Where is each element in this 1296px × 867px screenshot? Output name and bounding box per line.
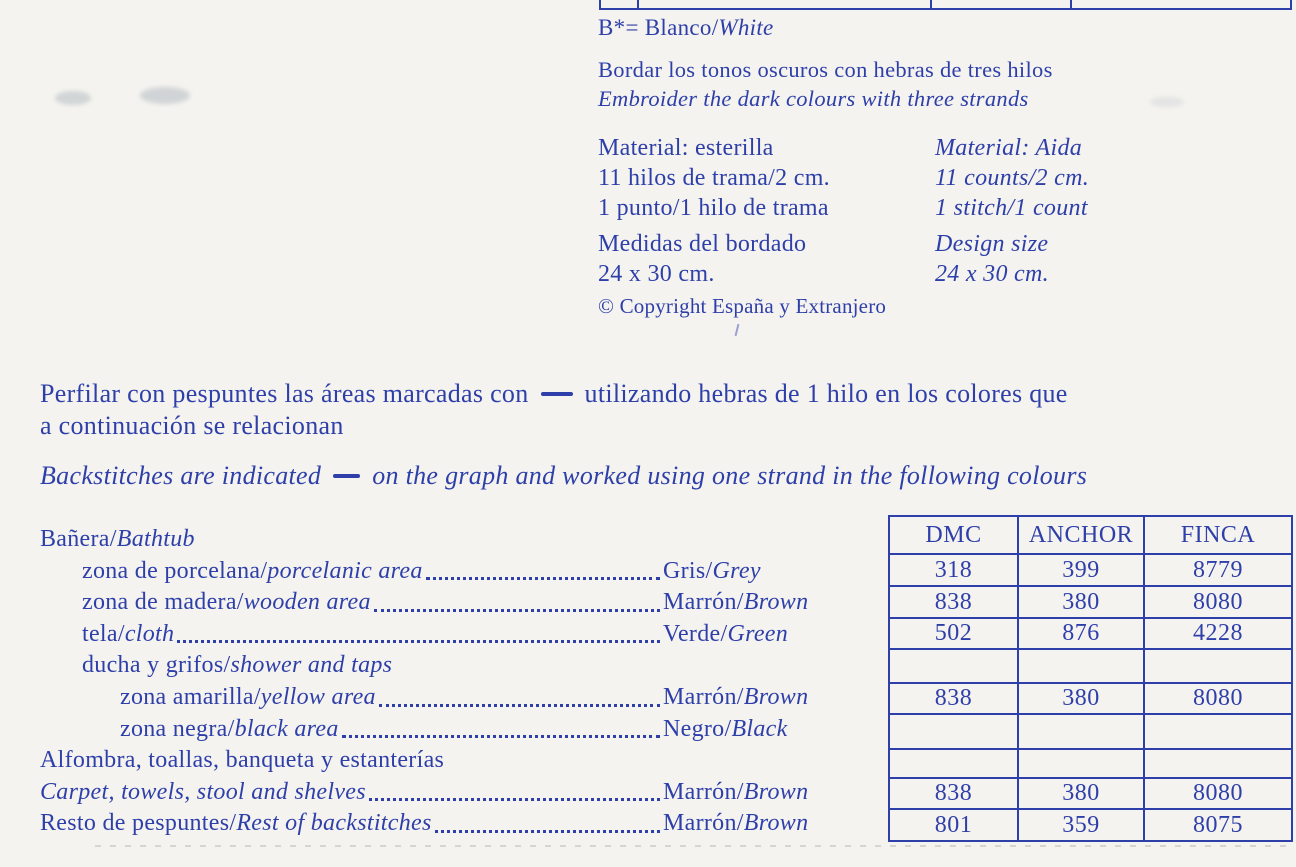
table-row-empty: [889, 749, 1292, 778]
anchor-code-cell: 359: [1018, 809, 1144, 841]
remnant-bottom-border: [599, 8, 1292, 10]
scan-smudge: [1150, 97, 1184, 107]
scan-smudge: [55, 91, 91, 105]
finca-code-cell: [1144, 649, 1292, 683]
anchor-code-cell: [1018, 649, 1144, 683]
backstitch-line-symbol: [541, 392, 573, 396]
color-es: Marrón/: [663, 683, 744, 710]
legend-color: [663, 524, 855, 556]
backstitch-es-line2: a continuación se relacionan: [40, 411, 344, 440]
legend-label-es: zona de madera/: [82, 589, 244, 616]
backstitch-es-part1: Perfilar con pespuntes las áreas marcadas con: [40, 379, 529, 408]
anchor-code-cell: 380: [1018, 778, 1144, 809]
table-header-row: [889, 516, 1292, 554]
legend-label-es: zona amarilla/: [120, 683, 261, 710]
scan-smudge: [140, 87, 190, 104]
legend-label-es: Bañera/: [40, 526, 117, 552]
white-key-symbol: B*=: [598, 15, 645, 40]
material-column-es: [598, 133, 830, 289]
legend-row: [40, 777, 855, 809]
dmc-code-cell: [889, 649, 1018, 683]
color-es: Marrón/: [663, 778, 744, 805]
material-line: 11 counts/2 cm.: [935, 165, 1090, 191]
anchor-code-cell: [1018, 714, 1144, 749]
legend-label-es: Resto de pespuntes/: [40, 810, 237, 837]
dmc-code-cell: 838: [889, 586, 1018, 618]
legend-label-en: Carpet, towels, stool and shelves: [40, 778, 366, 805]
color-en: Brown: [743, 683, 809, 710]
legend-color: [663, 682, 855, 714]
backstitch-color-legend: [40, 524, 855, 840]
legend-color: [663, 650, 855, 682]
table-row: [889, 554, 1292, 586]
legend-label-en: yellow area: [260, 683, 376, 710]
dmc-code-cell: 502: [889, 618, 1018, 649]
finca-code-cell: [1144, 714, 1292, 749]
dmc-code-cell: [889, 749, 1018, 778]
remnant-vertical-rule: [637, 0, 639, 10]
table-row: [889, 778, 1292, 809]
column-header-finca: FINCA: [1144, 516, 1292, 554]
legend-label-en: cloth: [124, 620, 175, 647]
dot-leader: [435, 830, 660, 833]
remnant-vertical-rule: [1290, 0, 1292, 10]
dot-leader: [369, 798, 660, 801]
color-en: Brown: [743, 589, 809, 616]
design-size-label-es: Medidas del bordado: [598, 231, 807, 257]
legend-label-es: ducha y grifos/: [82, 652, 231, 679]
design-size-label-en: Design size: [935, 231, 1049, 257]
legend-label-en: wooden area: [243, 589, 371, 616]
finca-code-cell: 8080: [1144, 586, 1292, 618]
legend-color: [663, 714, 855, 746]
dot-leader: [374, 609, 660, 612]
color-en: Green: [727, 620, 789, 647]
legend-label-en: black area: [234, 715, 339, 742]
table-row: [889, 809, 1292, 841]
column-header-dmc: DMC: [889, 516, 1018, 554]
legend-row: [40, 650, 855, 682]
table-row: [889, 586, 1292, 618]
legend-label-en: porcelanic area: [267, 557, 423, 584]
color-es: Marrón/: [663, 810, 744, 837]
dot-leader: [342, 735, 660, 738]
column-header-anchor: ANCHOR: [1018, 516, 1144, 554]
material-line: 11 hilos de trama/2 cm.: [598, 165, 830, 191]
legend-color: [663, 556, 855, 588]
table-row-empty: [889, 649, 1292, 683]
legend-label-es: zona de porcelana/: [82, 557, 268, 584]
dmc-code-cell: [889, 714, 1018, 749]
design-size-value-es: 24 x 30 cm.: [598, 261, 715, 287]
material-line: Material: Aida: [935, 135, 1083, 161]
color-en: Brown: [743, 778, 809, 805]
finca-code-cell: 8080: [1144, 778, 1292, 809]
remnant-vertical-rule: [1070, 0, 1072, 10]
dot-leader: [379, 704, 660, 707]
strands-note-es: Bordar los tonos oscuros con hebras de tres hilos: [598, 57, 1053, 82]
color-es: Negro/: [663, 715, 732, 742]
legend-row: [40, 808, 855, 840]
legend-label-en: Bathtub: [116, 526, 195, 552]
backstitch-line-symbol: [333, 474, 360, 478]
color-es: Verde/: [663, 620, 728, 647]
legend-color: [663, 587, 855, 619]
anchor-code-cell: 380: [1018, 683, 1144, 714]
color-es: Marrón/: [663, 589, 744, 616]
finca-code-cell: 8779: [1144, 554, 1292, 586]
finca-code-cell: 8080: [1144, 683, 1292, 714]
table-row-empty: [889, 714, 1292, 749]
legend-label-en: shower and taps: [230, 652, 393, 679]
finca-code-cell: 8075: [1144, 809, 1292, 841]
legend-row: [40, 714, 855, 746]
remnant-vertical-rule: [930, 0, 932, 10]
color-en: Black: [731, 715, 788, 742]
legend-row: [40, 587, 855, 619]
legend-row: [40, 524, 855, 556]
anchor-code-cell: 876: [1018, 618, 1144, 649]
legend-label-en: Rest of backstitches: [236, 810, 432, 837]
legend-color: [663, 745, 855, 777]
legend-color: [663, 619, 855, 651]
anchor-code-cell: [1018, 749, 1144, 778]
table-row: [889, 683, 1292, 714]
material-line: 1 stitch/1 count: [935, 195, 1088, 221]
legend-row: [40, 556, 855, 588]
anchor-code-cell: 399: [1018, 554, 1144, 586]
color-en: Grey: [712, 557, 761, 584]
backstitch-en-part1: Backstitches are indicated: [40, 461, 322, 490]
thread-code-table: [888, 515, 1293, 842]
legend-label-es: tela/: [82, 620, 125, 647]
white-color-key: [598, 15, 774, 41]
backstitch-en-part2: on the graph and worked using one strand in the following colours: [372, 461, 1088, 490]
stray-pen-mark: [735, 324, 740, 336]
dmc-code-cell: 838: [889, 683, 1018, 714]
dot-leader: [177, 640, 660, 643]
material-line: 1 punto/1 hilo de trama: [598, 195, 829, 221]
legend-label-es: zona negra/: [120, 715, 235, 742]
backstitch-note-es: [40, 378, 1068, 442]
remnant-vertical-rule: [599, 0, 601, 10]
material-column-en: [935, 133, 1089, 289]
white-key-en: White: [718, 15, 774, 40]
color-en: Brown: [743, 810, 809, 837]
table-row: [889, 618, 1292, 649]
copyright-line: © Copyright España y Extranjero: [598, 294, 887, 318]
material-line: Material: esterilla: [598, 135, 774, 161]
dot-leader: [426, 577, 660, 580]
legend-row: [40, 745, 855, 777]
scan-streak-line: [95, 845, 1290, 847]
legend-color: [663, 777, 855, 809]
backstitch-es-part2: utilizando hebras de 1 hilo en los colores que: [584, 379, 1068, 408]
dmc-code-cell: 318: [889, 554, 1018, 586]
white-key-es: Blanco/: [644, 15, 719, 40]
strands-note-en: Embroider the dark colours with three strands: [598, 86, 1029, 111]
backstitch-note-en: [40, 461, 1087, 491]
finca-code-cell: [1144, 749, 1292, 778]
dmc-code-cell: 838: [889, 778, 1018, 809]
legend-row: [40, 682, 855, 714]
legend-color: [663, 808, 855, 840]
dmc-code-cell: 801: [889, 809, 1018, 841]
anchor-code-cell: 380: [1018, 586, 1144, 618]
legend-row: [40, 619, 855, 651]
legend-label-es: Alfombra, toallas, banqueta y estanterías: [40, 747, 445, 774]
finca-code-cell: 4228: [1144, 618, 1292, 649]
design-size-value-en: 24 x 30 cm.: [935, 261, 1049, 287]
color-es: Gris/: [663, 557, 713, 584]
